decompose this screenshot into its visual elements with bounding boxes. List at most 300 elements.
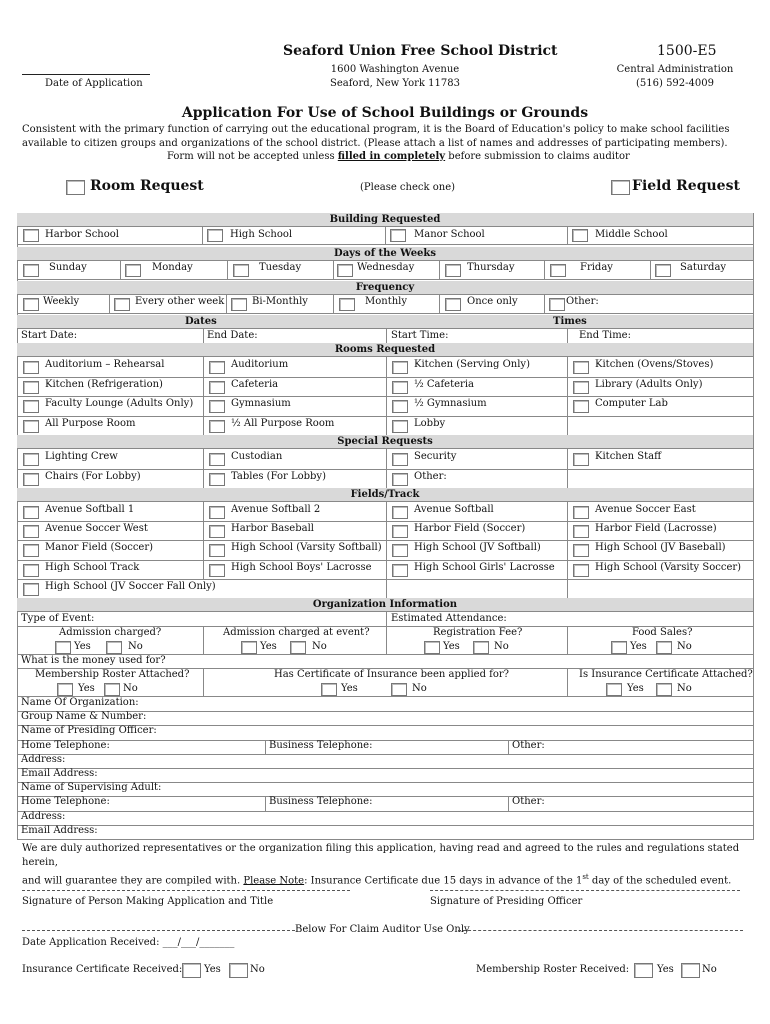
option-label: ½ Cafeteria <box>414 378 474 390</box>
cell-divider <box>567 626 568 654</box>
option-label: Security <box>414 451 457 462</box>
cell-divider <box>386 502 387 521</box>
grid-row <box>17 449 753 470</box>
applicant-signature-label: Signature of Person Making Application and Title <box>22 896 274 907</box>
intro-req-b: filled in completely <box>337 151 446 162</box>
option-checkbox[interactable] <box>209 544 225 557</box>
thursday-label: Thursday <box>467 262 515 273</box>
dates-row <box>17 329 753 344</box>
option-checkbox[interactable] <box>392 473 408 486</box>
roster-received-label: Membership Roster Received: <box>476 964 630 975</box>
admission-event-label: Admission charged at event? <box>223 627 370 638</box>
cell-divider <box>203 329 204 343</box>
cell-divider <box>386 540 387 559</box>
admission-no-checkbox[interactable] <box>106 641 122 654</box>
cell-divider <box>120 261 121 279</box>
dates-times-heading-row <box>17 315 753 329</box>
option-checkbox[interactable] <box>392 420 408 433</box>
special-grid <box>17 449 753 488</box>
cell-divider <box>567 502 568 521</box>
every-other-week-label: Every other week <box>135 296 225 307</box>
admission-no-label: No <box>128 641 143 652</box>
frequency-heading: Frequency <box>17 281 753 295</box>
admission-event-no-label: No <box>312 641 327 652</box>
option-label: High School (Varsity Softball) <box>231 542 382 554</box>
option-label: Kitchen (Ovens/Stoves) <box>595 359 714 370</box>
cert-attached-no-label: No <box>677 683 692 694</box>
cell-divider <box>203 668 204 696</box>
cert-attached-label: Is Insurance Certificate Attached? <box>579 669 753 680</box>
option-checkbox[interactable] <box>573 506 589 519</box>
option-label: Lighting Crew <box>45 451 118 462</box>
contact-field[interactable]: Address: <box>21 810 66 822</box>
agreement-sup: st <box>582 873 589 881</box>
sunday-label: Sunday <box>49 262 87 273</box>
option-label: Tables (For Lobby) <box>231 470 326 482</box>
cell-divider <box>567 227 568 244</box>
admission-event-yes-checkbox[interactable] <box>241 641 257 654</box>
option-checkbox[interactable] <box>573 564 589 577</box>
registration-fee-label: Registration Fee? <box>433 627 523 638</box>
insurance-received-yes-checkbox[interactable] <box>182 963 201 978</box>
date-of-application-label: Date of Application <box>45 78 143 89</box>
cell-divider <box>386 469 387 489</box>
middle-school-label: Middle School <box>595 229 668 240</box>
option-checkbox[interactable] <box>209 361 225 374</box>
roster-yes-checkbox[interactable] <box>57 683 73 696</box>
form-number: 1500-E5 <box>657 43 717 59</box>
contact-field[interactable]: Home Telephone: <box>21 739 110 751</box>
cell-divider <box>386 396 387 416</box>
option-checkbox[interactable] <box>392 381 408 394</box>
monday-label: Monday <box>152 262 193 273</box>
saturday-checkbox[interactable] <box>655 264 671 277</box>
food-yes-label: Yes <box>630 641 647 652</box>
cell-divider <box>203 502 204 521</box>
registration-yes-checkbox[interactable] <box>424 641 440 654</box>
option-checkbox[interactable] <box>23 381 39 394</box>
option-label: Custodian <box>231 451 283 462</box>
contact-row <box>17 725 753 740</box>
grid-row <box>17 469 753 490</box>
sunday-checkbox[interactable] <box>23 264 39 277</box>
cell-divider <box>386 626 387 654</box>
contact-field[interactable]: Other: <box>512 796 545 808</box>
insurance-received-no-label: No <box>250 964 265 975</box>
contact-row <box>17 711 753 726</box>
contact-field[interactable]: Name Of Organization: <box>21 697 139 708</box>
option-label: Harbor Baseball <box>231 523 314 535</box>
monthly-checkbox[interactable] <box>339 298 355 311</box>
option-label: Faculty Lounge (Adults Only) <box>45 398 194 409</box>
registration-no-label: No <box>494 641 509 652</box>
friday-checkbox[interactable] <box>550 264 566 277</box>
manor-school-label: Manor School <box>414 229 485 240</box>
agreement-b: and will guarantee they are compiled with. <box>22 875 244 887</box>
roster-received-no-label: No <box>702 964 717 975</box>
roster-no-checkbox[interactable] <box>104 683 120 696</box>
option-label: Gymnasium <box>231 398 291 409</box>
grid-row <box>17 416 753 437</box>
cell-divider <box>386 357 387 377</box>
contact-field[interactable]: Business Telephone: <box>269 796 373 808</box>
grid-row <box>17 579 753 599</box>
option-label: Chairs (For Lobby) <box>45 470 141 482</box>
money-row <box>17 654 753 669</box>
date-of-application-line[interactable] <box>22 74 150 75</box>
cell-divider <box>333 261 334 279</box>
cell-divider <box>567 540 568 559</box>
times-heading: Times <box>553 316 587 327</box>
option-checkbox[interactable] <box>392 400 408 413</box>
contact-row <box>17 825 753 840</box>
option-label: Harbor Field (Soccer) <box>414 523 526 535</box>
option-label: All Purpose Room <box>45 417 136 429</box>
type-of-event-field[interactable]: Type of Event: <box>21 613 95 624</box>
money-used-field[interactable]: What is the money used for? <box>21 655 166 666</box>
contact-field[interactable]: Name of Supervising Adult: <box>21 782 162 794</box>
cell-divider <box>386 377 387 397</box>
middle-school-checkbox[interactable] <box>572 229 588 242</box>
cert-applied-yes-label: Yes <box>341 683 358 694</box>
cell-divider <box>333 295 334 313</box>
intro-requirement <box>167 151 630 162</box>
contact-row <box>17 811 753 826</box>
intro-req-a: Form will not be accepted unless <box>167 151 338 162</box>
special-heading: Special Requests <box>17 435 753 449</box>
option-label: Auditorium <box>231 359 289 370</box>
option-checkbox[interactable] <box>23 583 39 596</box>
roster-attached-label: Membership Roster Attached? <box>35 669 190 680</box>
insurance-received-yes-label: Yes <box>204 964 221 975</box>
cell-divider <box>203 357 204 377</box>
option-label: Avenue Softball <box>414 504 494 515</box>
food-yes-checkbox[interactable] <box>611 641 627 654</box>
agreement-d: day of the scheduled event. <box>588 875 732 887</box>
contact-row <box>17 754 753 769</box>
option-label: High School Boys' Lacrosse <box>231 561 372 573</box>
option-label: High School (JV Softball) <box>414 542 541 554</box>
high-school-checkbox[interactable] <box>207 229 223 242</box>
other-frequency-checkbox[interactable] <box>549 298 565 311</box>
cell-divider <box>203 377 204 397</box>
once-only-checkbox[interactable] <box>445 298 461 311</box>
date-received-field[interactable]: Date Application Received: ___/___/_______ <box>22 937 235 948</box>
cell-divider <box>567 357 568 377</box>
cell-divider <box>265 740 266 754</box>
divider-right <box>458 930 743 931</box>
contact-row <box>17 697 753 712</box>
option-label: Other: <box>414 470 447 482</box>
monthly-label: Monthly <box>365 296 408 307</box>
option-checkbox[interactable] <box>573 400 589 413</box>
food-sales-label: Food Sales? <box>632 627 693 638</box>
option-label: Kitchen (Refrigeration) <box>45 378 163 390</box>
cell-divider <box>567 668 568 696</box>
saturday-label: Saturday <box>680 262 727 273</box>
field-request-checkbox[interactable] <box>611 180 630 195</box>
grid-row <box>17 560 753 580</box>
intro-paragraph: Consistent with the primary function of carrying out the educational program, it is the Board of Education's policy to make school facilities available to citizen groups and organizations of the school district. (Please attach a list of names and addresses of participating members). <box>22 124 730 149</box>
contact-field[interactable]: Business Telephone: <box>269 739 373 751</box>
option-label: ½ All Purpose Room <box>231 417 335 429</box>
central-admin-label: Central Administration <box>616 64 734 75</box>
option-label: Cafeteria <box>231 378 279 390</box>
cell-divider <box>226 295 227 313</box>
option-checkbox[interactable] <box>23 453 39 466</box>
thursday-checkbox[interactable] <box>445 264 461 277</box>
harbor-school-checkbox[interactable] <box>23 229 39 242</box>
option-label: Avenue Softball 1 <box>45 504 135 515</box>
form-title: Application For Use of School Buildings or Grounds <box>181 105 589 121</box>
cell-divider <box>386 329 387 343</box>
contact-field[interactable]: Name of Presiding Officer: <box>21 725 157 737</box>
cell-divider <box>567 521 568 540</box>
option-checkbox[interactable] <box>209 400 225 413</box>
building-heading: Building Requested <box>17 213 753 227</box>
option-label: Harbor Field (Lacrosse) <box>595 523 717 535</box>
cell-divider <box>439 295 440 313</box>
option-checkbox[interactable] <box>392 361 408 374</box>
cell-divider <box>202 227 203 244</box>
cell-divider <box>386 579 387 598</box>
cell-divider <box>508 740 509 754</box>
admission-yes-label: Yes <box>74 641 91 652</box>
start-date-field[interactable]: Start Date: <box>21 330 78 341</box>
option-label: High School (JV Baseball) <box>595 542 726 554</box>
grid-row <box>17 377 753 398</box>
contact-row <box>17 768 753 783</box>
option-label: Avenue Soccer East <box>595 504 696 515</box>
option-label: High School Girls' Lacrosse <box>414 561 555 573</box>
cell-divider <box>386 449 387 469</box>
registration-no-checkbox[interactable] <box>473 641 489 654</box>
cert-applied-no-label: No <box>412 683 427 694</box>
option-checkbox[interactable] <box>23 420 39 433</box>
end-time-field[interactable]: End Time: <box>579 330 631 341</box>
option-checkbox[interactable] <box>573 525 589 538</box>
once-only-label: Once only <box>467 296 518 307</box>
roster-yes-label: Yes <box>78 683 95 694</box>
contact-row <box>17 740 753 755</box>
option-label: Kitchen Staff <box>595 451 662 462</box>
cert-attached-no-checkbox[interactable] <box>656 683 672 696</box>
cell-divider <box>227 261 228 279</box>
option-checkbox[interactable] <box>209 420 225 433</box>
option-checkbox[interactable] <box>23 400 39 413</box>
cell-divider <box>439 261 440 279</box>
monday-checkbox[interactable] <box>125 264 141 277</box>
option-checkbox[interactable] <box>23 564 39 577</box>
option-checkbox[interactable] <box>573 381 589 394</box>
days-heading: Days of the Weeks <box>17 247 753 261</box>
roster-received-yes-label: Yes <box>657 964 674 975</box>
cert-applied-label: Has Certificate of Insurance been applied for? <box>274 669 510 680</box>
building-row <box>17 227 753 245</box>
option-label: Lobby <box>414 417 446 429</box>
option-label: High School Track <box>45 561 140 573</box>
option-checkbox[interactable] <box>209 381 225 394</box>
cell-divider <box>109 295 110 313</box>
option-checkbox[interactable] <box>23 506 39 519</box>
option-checkbox[interactable] <box>23 544 39 557</box>
option-checkbox[interactable] <box>209 453 225 466</box>
insurance-row <box>17 668 753 697</box>
agreement-c: : Insurance Certificate due 15 days in advance of the 1 <box>304 875 583 887</box>
cell-divider <box>386 560 387 579</box>
cell-divider <box>544 261 545 279</box>
fields-grid <box>17 502 753 598</box>
grid-row <box>17 540 753 560</box>
contact-field[interactable]: Other: <box>512 739 545 751</box>
applicant-signature-line[interactable] <box>22 890 350 891</box>
insurance-received-label: Insurance Certificate Received: <box>22 964 183 975</box>
agreement-a: We are duly authorized representatives or the organization filing this application, having read and agreed to the rules and regulations stated herein, <box>22 843 740 868</box>
wednesday-label: Wednesday <box>357 262 415 273</box>
weekly-label: Weekly <box>43 296 80 307</box>
admission-yes-checkbox[interactable] <box>55 641 71 654</box>
org-heading: Organization Information <box>17 598 753 612</box>
check-one-note: (Please check one) <box>360 182 456 193</box>
option-label: Auditorium – Rehearsal <box>45 359 165 370</box>
room-request-label: Room Request <box>90 178 204 194</box>
option-checkbox[interactable] <box>209 506 225 519</box>
option-checkbox[interactable] <box>573 544 589 557</box>
option-label: High School (JV Soccer Fall Only) <box>45 580 216 592</box>
end-date-field[interactable]: End Date: <box>207 330 258 341</box>
option-label: Avenue Soccer West <box>45 523 148 535</box>
cell-divider <box>203 560 204 579</box>
contact-field[interactable]: Group Name & Number: <box>21 711 147 723</box>
option-checkbox[interactable] <box>392 544 408 557</box>
option-checkbox[interactable] <box>23 525 39 538</box>
bi-monthly-label: Bi-Monthly <box>252 296 308 307</box>
contact-row <box>17 782 753 797</box>
cert-attached-yes-checkbox[interactable] <box>606 683 622 696</box>
wednesday-checkbox[interactable] <box>337 264 353 277</box>
option-checkbox[interactable] <box>209 473 225 486</box>
food-no-checkbox[interactable] <box>656 641 672 654</box>
option-label: Computer Lab <box>595 398 668 409</box>
option-label: High School (Varsity Soccer) <box>595 561 742 573</box>
option-checkbox[interactable] <box>392 564 408 577</box>
bi-monthly-checkbox[interactable] <box>231 298 247 311</box>
weekly-checkbox[interactable] <box>23 298 39 311</box>
roster-no-label: No <box>123 683 138 694</box>
option-checkbox[interactable] <box>209 564 225 577</box>
frequency-row <box>17 295 753 314</box>
cell-divider <box>203 626 204 654</box>
cell-divider <box>650 261 651 279</box>
district-name: Seaford Union Free School District <box>283 43 558 59</box>
field-request-label: Field Request <box>632 178 740 194</box>
cell-divider <box>544 295 545 313</box>
option-label: Library (Adults Only) <box>595 378 703 390</box>
fields-heading: Fields/Track <box>17 488 753 502</box>
roster-received-no-checkbox[interactable] <box>681 963 700 978</box>
other-frequency-label: Other: <box>566 296 599 307</box>
food-no-label: No <box>677 641 692 652</box>
option-checkbox[interactable] <box>23 361 39 374</box>
cell-divider <box>203 396 204 416</box>
cert-applied-yes-checkbox[interactable] <box>321 683 337 696</box>
agreement-note: Please Note <box>243 875 305 887</box>
admission-event-yes-label: Yes <box>260 641 277 652</box>
room-request-checkbox[interactable] <box>66 180 85 195</box>
cell-divider <box>203 416 204 436</box>
cell-divider <box>203 521 204 540</box>
cert-attached-yes-label: Yes <box>627 683 644 694</box>
officer-signature-line[interactable] <box>430 890 740 891</box>
grid-row <box>17 502 753 522</box>
cell-divider <box>203 540 204 559</box>
cert-applied-no-checkbox[interactable] <box>391 683 407 696</box>
manor-school-checkbox[interactable] <box>390 229 406 242</box>
cell-divider <box>567 396 568 416</box>
cell-divider <box>203 469 204 489</box>
district-address-1: 1600 Washington Avenue <box>330 64 460 75</box>
cell-divider <box>385 227 386 244</box>
cell-divider <box>508 796 509 810</box>
admission-charged-label: Admission charged? <box>59 627 162 638</box>
insurance-received-no-checkbox[interactable] <box>229 963 248 978</box>
days-row <box>17 261 753 280</box>
option-checkbox[interactable] <box>392 506 408 519</box>
cell-divider <box>386 521 387 540</box>
contact-field[interactable]: Email Address: <box>21 824 98 836</box>
admission-event-no-checkbox[interactable] <box>290 641 306 654</box>
grid-row <box>17 521 753 541</box>
district-address-2: Seaford, New York 11783 <box>330 78 460 89</box>
rooms-heading: Rooms Requested <box>17 343 753 357</box>
cell-divider <box>567 560 568 579</box>
option-checkbox[interactable] <box>392 453 408 466</box>
option-label: Avenue Softball 2 <box>231 504 321 515</box>
option-checkbox[interactable] <box>392 525 408 538</box>
cell-divider <box>265 796 266 810</box>
officer-signature-label: Signature of Presiding Officer <box>430 896 583 907</box>
every-other-week-checkbox[interactable] <box>114 298 130 311</box>
cell-divider <box>203 449 204 469</box>
contact-field[interactable]: Home Telephone: <box>21 796 110 808</box>
contact-field[interactable]: Address: <box>21 753 66 765</box>
friday-label: Friday <box>580 262 613 273</box>
cell-divider <box>386 612 387 626</box>
grid-row <box>17 396 753 417</box>
cell-divider <box>567 377 568 397</box>
contact-field[interactable]: Email Address: <box>21 768 98 779</box>
claim-auditor-divider-label: Below For Claim Auditor Use Only <box>295 924 470 935</box>
cell-divider <box>567 579 568 598</box>
option-label: Manor Field (Soccer) <box>45 542 154 554</box>
option-checkbox[interactable] <box>23 473 39 486</box>
option-checkbox[interactable] <box>209 525 225 538</box>
cell-divider <box>567 329 568 343</box>
cell-divider <box>386 416 387 436</box>
contact-row <box>17 796 753 811</box>
tuesday-checkbox[interactable] <box>233 264 249 277</box>
option-checkbox[interactable] <box>573 361 589 374</box>
start-time-field[interactable]: Start Time: <box>391 330 449 341</box>
option-checkbox[interactable] <box>573 453 589 466</box>
dates-heading: Dates <box>185 316 217 327</box>
estimated-attendance-field[interactable]: Estimated Attendance: <box>391 613 507 624</box>
divider-left <box>22 930 295 931</box>
grid-row <box>17 357 753 378</box>
roster-received-yes-checkbox[interactable] <box>634 963 653 978</box>
event-row <box>17 612 753 627</box>
tuesday-label: Tuesday <box>259 262 302 273</box>
